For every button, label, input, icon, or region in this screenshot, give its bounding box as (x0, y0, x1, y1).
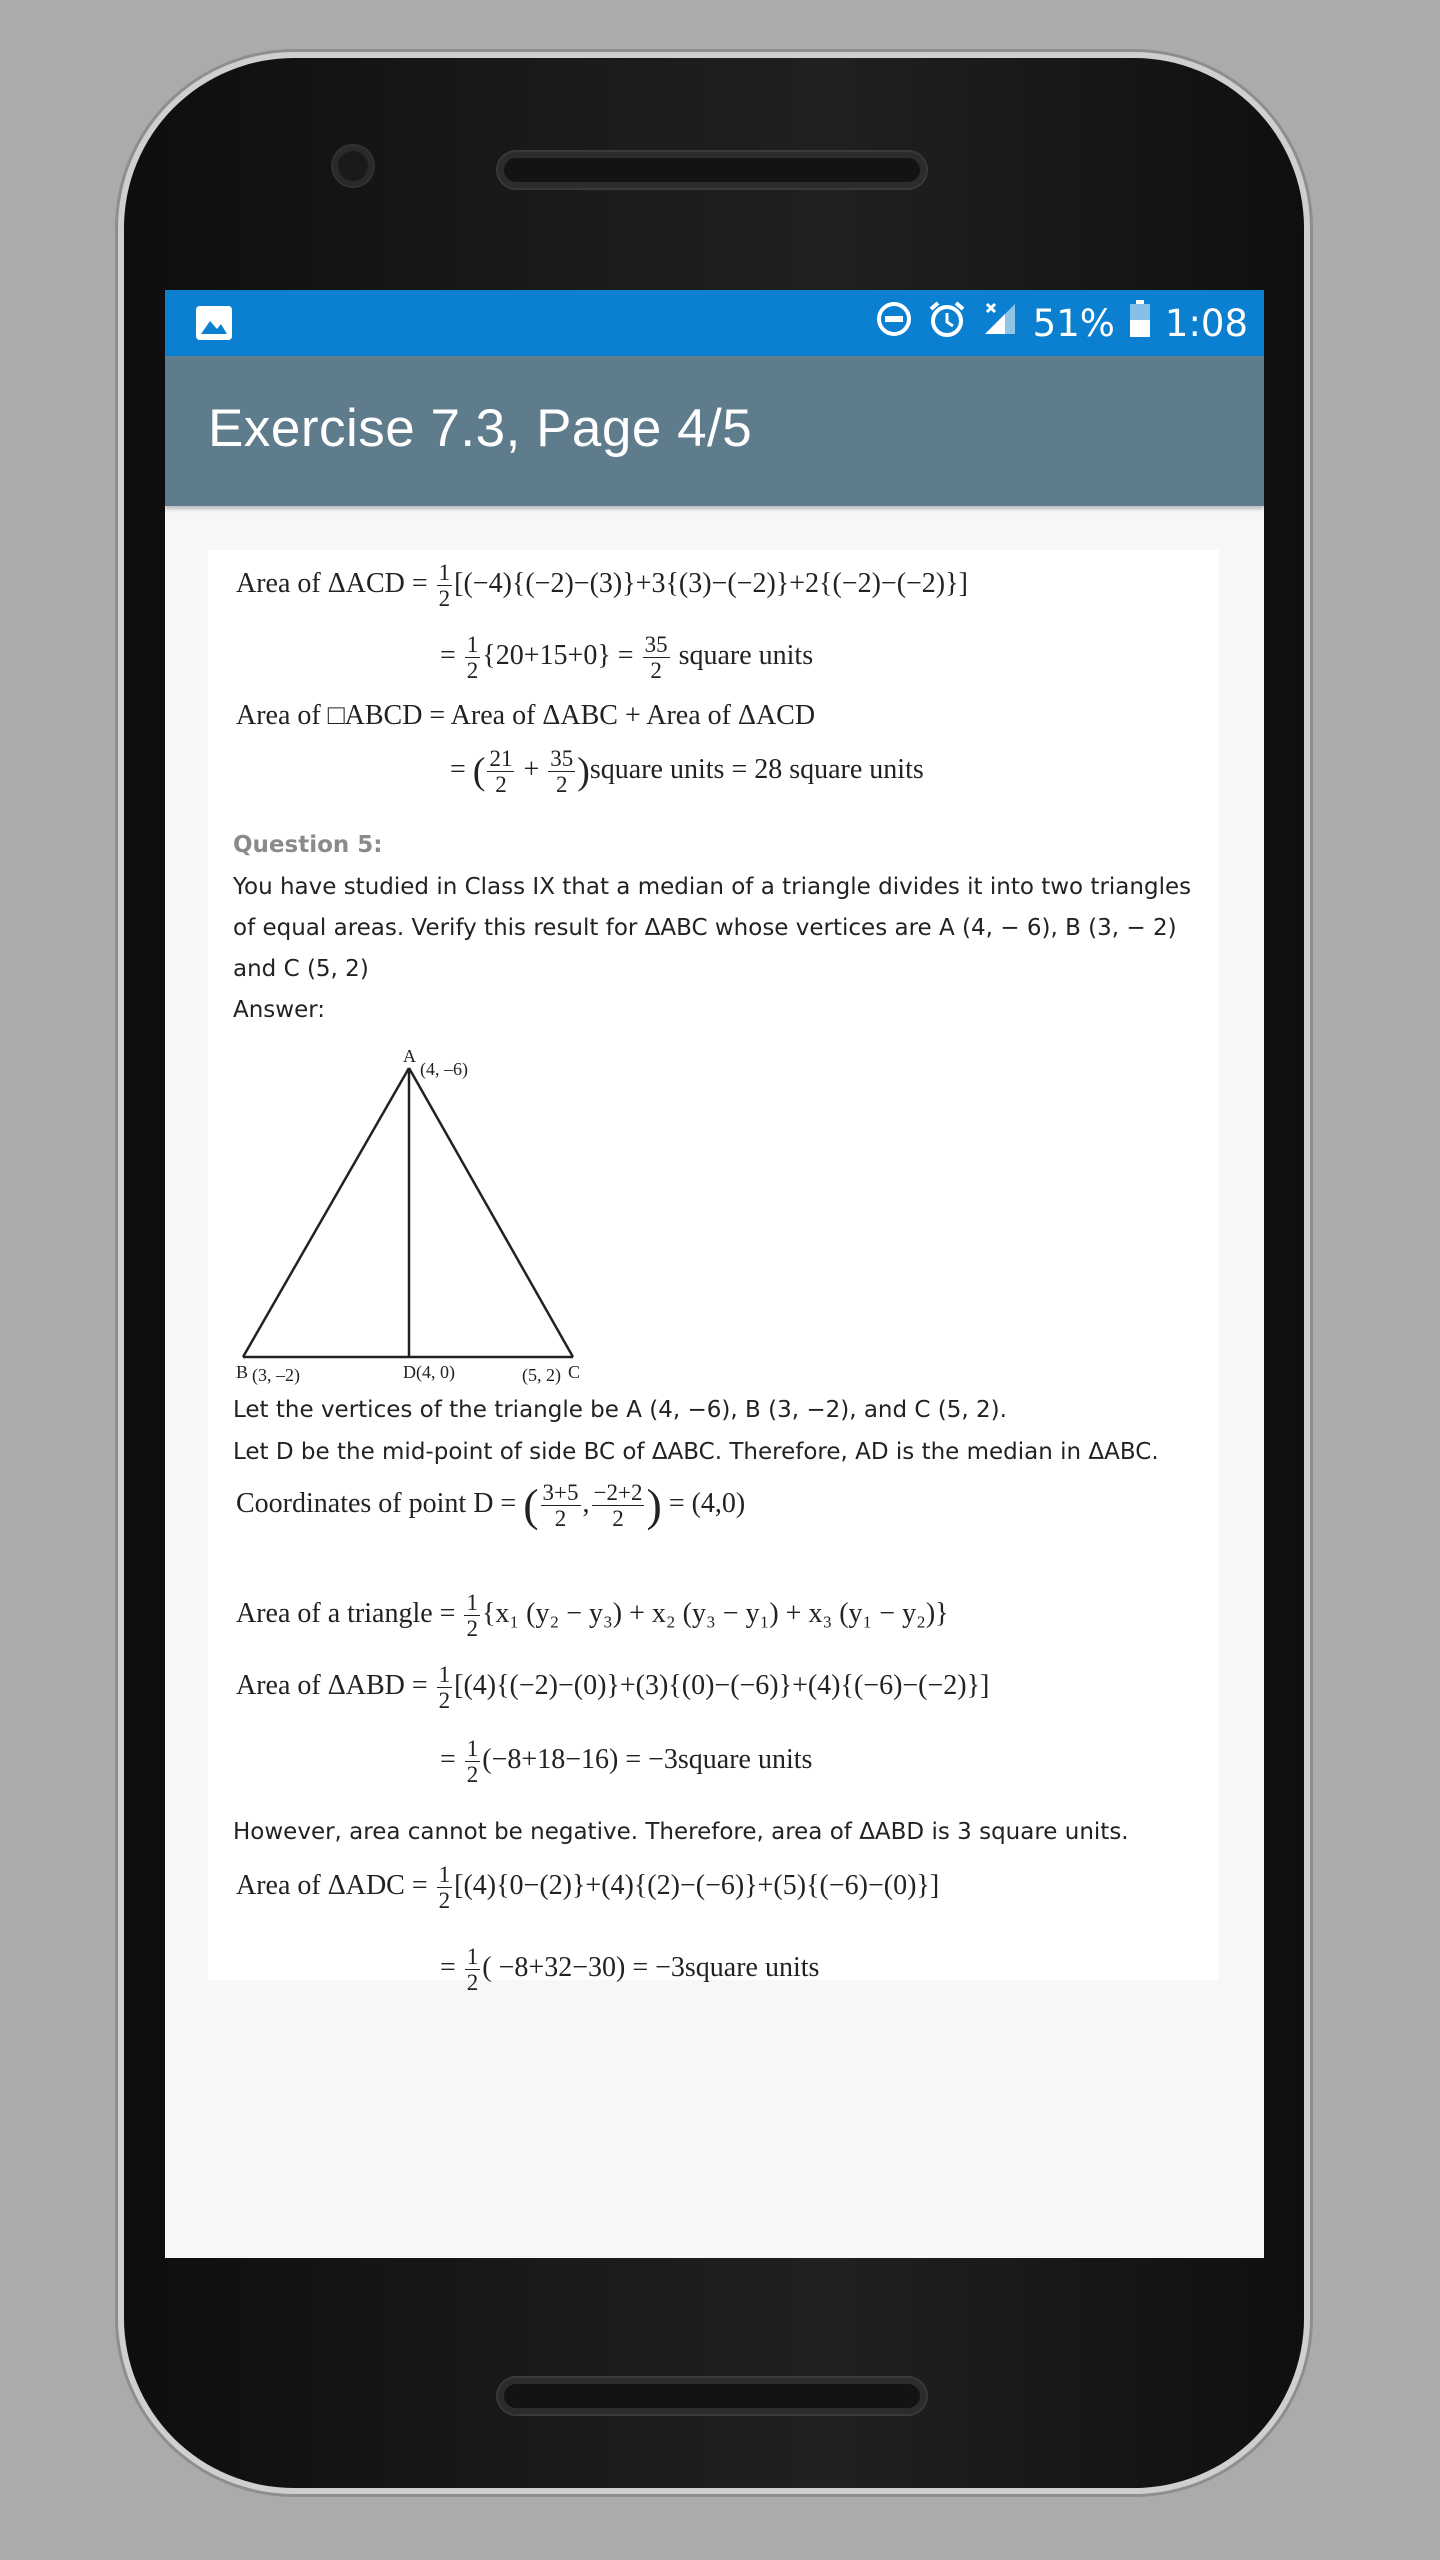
math-expression: (−8+18−16) = −3square units (482, 1743, 813, 1775)
math-expression: [(4){(−2)−(0)}+(3){(0)−(−6)}+(4){(−6)−(−2)}] (454, 1669, 990, 1701)
vertex-c-coord: (5, 2) (522, 1365, 561, 1385)
battery-icon (1129, 300, 1151, 347)
math-area-adc (236, 1862, 939, 1913)
math-label: Area of a triangle = (236, 1597, 456, 1629)
top-speaker (498, 152, 926, 188)
fraction-half: $\frac{1}{2}$ (466, 1944, 479, 1995)
fraction: $\frac{35}{2}$ (550, 746, 574, 797)
vertex-a-coord: (4, –6) (420, 1059, 468, 1079)
math-area-acd: Area of ΔACD = $\frac{1}{2}$ [(−4){(−2)−(3)}+3{(3)−(−2)}+2{(−2)−(−2)}] (236, 560, 968, 611)
math-area-abcd: Area of □ABCD = Area of ΔABC + Area of ΔACD (236, 700, 816, 731)
math-area-acd-step: = $\frac{1}{2}$ {20+15+0} = $\frac{35}{2}$ square units (440, 632, 814, 683)
triangle-figure (208, 1040, 628, 1385)
fraction-half: $\frac{1}{2}$ (466, 1736, 479, 1787)
fraction: $\frac{-2+2}{2}$ (593, 1480, 643, 1531)
solution-note: However, area cannot be negative. Therefore, area of ΔABD is 3 square units. (233, 1819, 1129, 1845)
math-triangle-formula (236, 1590, 949, 1641)
app-bar (165, 356, 1264, 506)
math-expression: = (4,0) (668, 1487, 746, 1519)
front-camera (333, 146, 373, 186)
question-text-line: and C (5, 2) (233, 956, 369, 982)
math-area-abd-step: = $\frac{1}{2}$ (−8+18−16) = −3square units (440, 1736, 813, 1787)
gallery-notification-icon (196, 306, 232, 340)
question-heading: Question 5: (233, 832, 383, 858)
math-expression: {20+15+0} = (482, 639, 634, 671)
answer-label: Answer: (233, 997, 326, 1023)
question-text-line: of equal areas. Verify this result for ΔABC whose vertices are A (4, − 6), B (3, − 2) (233, 915, 1177, 941)
page-title: Exercise 7.3, Page 4/5 (208, 399, 753, 458)
data-saver-icon (875, 300, 913, 347)
vertex-c-label: C (568, 1362, 581, 1382)
math-label: Area of ΔACD (236, 567, 405, 599)
math-label: Area of ΔABD = (236, 1669, 428, 1701)
fraction-half: $\frac{1}{2}$ (438, 1662, 451, 1713)
math-label: Area of ΔADC = (236, 1869, 428, 1901)
alarm-icon (927, 299, 967, 348)
math-expression: ( −8+32−30) = −3square units (482, 1951, 820, 1983)
exercise-content[interactable] (208, 550, 1219, 1995)
solution-text-line: Let D be the mid-point of side BC of ΔABC. Therefore, AD is the median in ΔABC. (233, 1439, 1159, 1465)
vertex-b-label: B (236, 1362, 249, 1382)
math-area-abd (236, 1662, 989, 1713)
math-expression: [(−4){(−2)−(3)}+3{(3)−(−2)}+2{(−2)−(−2)}] (454, 567, 968, 599)
bottom-speaker (498, 2378, 926, 2414)
math-label: Coordinates of point D = (236, 1487, 517, 1519)
math-expression: [(4){0−(2)}+(4){(2)−(−6)}+(5){(−6)−(0)}] (454, 1869, 940, 1901)
fraction: $\frac{3+5}{2}$ (542, 1480, 579, 1531)
point-d-label: D(4, 0) (403, 1362, 455, 1382)
signal-no-data-icon (981, 300, 1019, 347)
question-text-line: You have studied in Class IX that a median of a triangle divides it into two triangles (233, 874, 1192, 900)
fraction: $\frac{21}{2}$ (489, 746, 513, 797)
fraction-half: $\frac{1}{2}$ (466, 1590, 478, 1641)
math-coordinates-d: Coordinates of point D = ( $\frac{3+5}{2}$ , $\frac{-2+2}{2}$ ) = (4,0) (236, 1479, 746, 1531)
battery-percentage: 51% (1032, 301, 1115, 345)
fraction-half: $\frac{1}{2}$ (466, 632, 479, 683)
math-area-abcd-step: = ( $\frac{21}{2}$ + $\frac{35}{2}$ )square units = 28 square units (450, 746, 924, 797)
fraction-half: $\frac{1}{2}$ (438, 560, 451, 611)
status-bar (165, 290, 1264, 356)
phone-screen (165, 290, 1264, 2258)
vertex-b-coord: (3, –2) (252, 1365, 300, 1385)
clock: 1:08 (1164, 301, 1248, 345)
math-units: square units (678, 639, 814, 671)
vertex-a-label: A (403, 1046, 416, 1066)
fraction-half: $\frac{1}{2}$ (438, 1862, 451, 1913)
fraction-result: $\frac{35}{2}$ (644, 632, 668, 683)
math-expression: {x₁ (y₂ − y₃) + x₂ (y₃ − y₁) + x₃ (y₁ − y₂)} (481, 1597, 949, 1629)
solution-text-line: Let the vertices of the triangle be A (4, −6), B (3, −2), and C (5, 2). (233, 1397, 1007, 1423)
math-area-adc-step: = $\frac{1}{2}$ ( −8+32−30) = −3square units (440, 1944, 820, 1995)
math-expression: square units = 28 square units (589, 753, 924, 785)
